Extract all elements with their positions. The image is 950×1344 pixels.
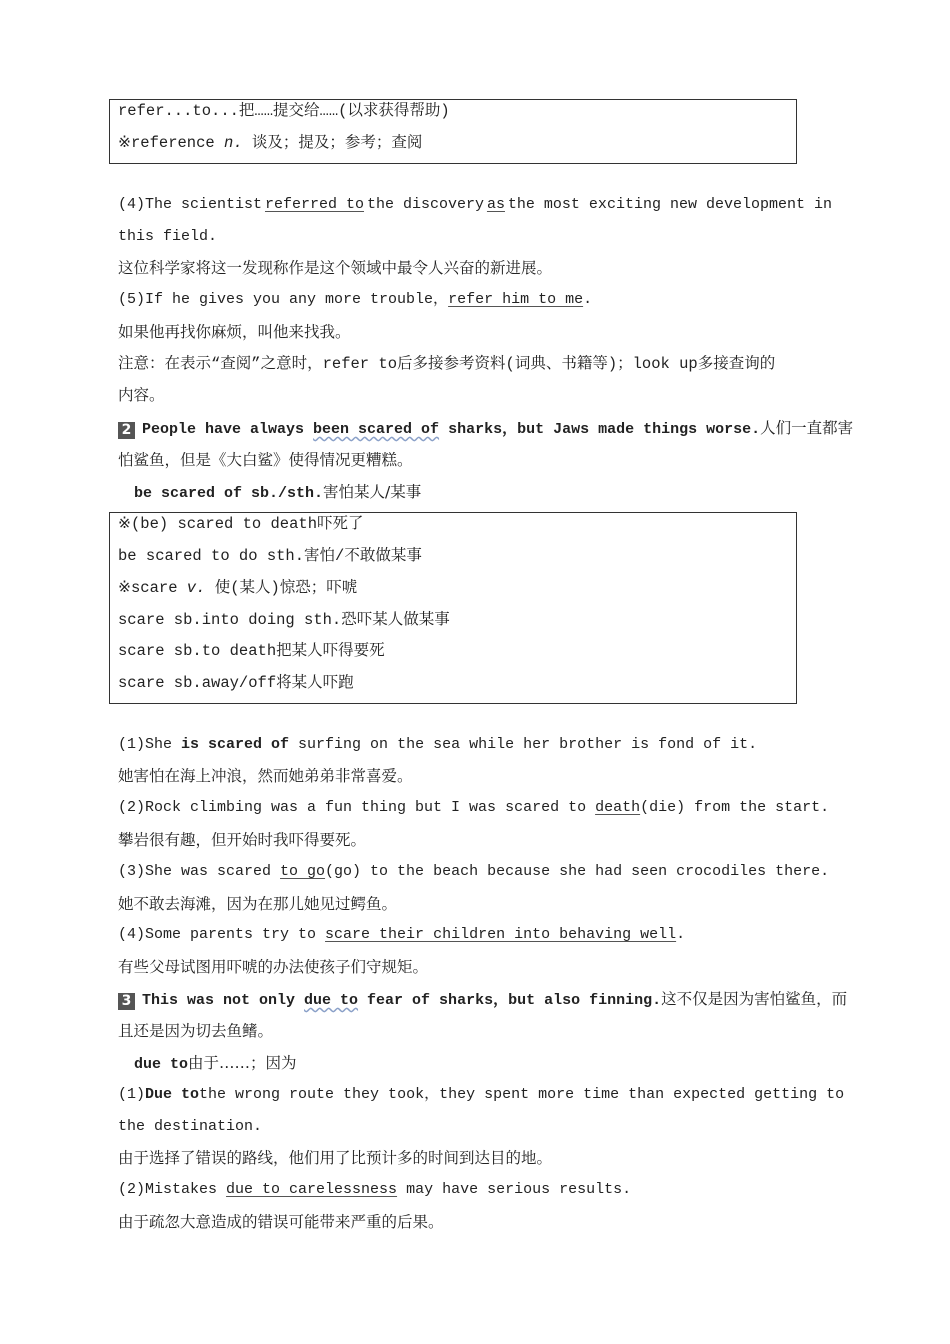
- box-line: scare sb.away/off将某人吓跑: [118, 674, 354, 692]
- example-line: this field.: [118, 228, 218, 245]
- box-line: ※(be) scared to death吓死了: [118, 515, 364, 533]
- sentence-heading-cont: 且还是因为切去鱼鳍。: [118, 1022, 274, 1040]
- box-line: be scared to do sth.害怕/不敢做某事: [118, 547, 422, 565]
- translation-line: 由于选择了错误的路线，他们用了比预计多的时间到达目的地。: [118, 1149, 553, 1167]
- example-line: (1)Due to the wrong route they took，they spent more time than expected getting to: [118, 1086, 845, 1103]
- key-phrase: be scared of sb./sth.害怕某人/某事: [134, 483, 422, 502]
- example-line: the destination.: [118, 1118, 263, 1135]
- sentence-heading-cont: 怕鲨鱼，但是《大白鲨》使得情况更糟糕。: [118, 451, 413, 469]
- translation-line: 攀岩很有趣，但开始时我吓得要死。: [118, 831, 367, 849]
- example-line: (2)Mistakes due to carelessness may have serious results.: [118, 1181, 632, 1198]
- example-line: (4)The scientist referred to the discovery as the most exciting new development in: [118, 196, 832, 213]
- translation-line: 由于疏忽大意造成的错误可能带来严重的后果。: [118, 1213, 444, 1231]
- example-line: (2)Rock climbing was a fun thing but I was scared to death(die) from the start.: [118, 799, 830, 816]
- sentence-heading: 2 People have always been scared of sharks，but Jaws made things worse.人们一直都害: [118, 418, 853, 440]
- key-phrase: due to由于……；因为: [134, 1054, 297, 1073]
- note-line: 内容。: [118, 386, 165, 404]
- sentence-heading: 3 This was not only due to fear of sharks，but also finning.这不仅是因为害怕鲨鱼，而: [118, 989, 847, 1011]
- example-line: (1)She is scared of surfing on the sea while her brother is fond of it.: [118, 736, 758, 753]
- translation-line: 如果他再找你麻烦，叫他来找我。: [118, 323, 351, 341]
- box-line: scare sb.to death把某人吓得要死: [118, 642, 385, 660]
- box-line: ※reference n. 谈及；提及；参考；查阅: [118, 134, 423, 152]
- box-line: scare sb.into doing sth.恐吓某人做某事: [118, 611, 450, 629]
- example-line: (3)She was scared to go(go) to the beach because she had seen crocodiles there.: [118, 863, 830, 880]
- example-line: (5)If he gives you any more trouble，refer him to me.: [118, 291, 593, 308]
- note-line: 注意：在表示“查阅”之意时，refer to后多接参考资料(词典、书籍等)；look up多接查询的: [118, 355, 776, 373]
- box-line: refer...to...把……提交给……(以求获得帮助): [118, 102, 450, 120]
- translation-line: 有些父母试图用吓唬的办法使孩子们守规矩。: [118, 958, 429, 976]
- translation-line: 这位科学家将这一发现称作是这个领域中最令人兴奋的新进展。: [118, 259, 553, 277]
- translation-line: 她不敢去海滩，因为在那儿她见过鳄鱼。: [118, 895, 398, 913]
- box-line: ※scare v. 使(某人)惊恐；吓唬: [118, 579, 358, 597]
- section-number-badge: 3: [118, 993, 135, 1010]
- example-line: (4)Some parents try to scare their children into behaving well.: [118, 926, 686, 943]
- translation-line: 她害怕在海上冲浪，然而她弟弟非常喜爱。: [118, 767, 413, 785]
- section-number-badge: 2: [118, 422, 135, 439]
